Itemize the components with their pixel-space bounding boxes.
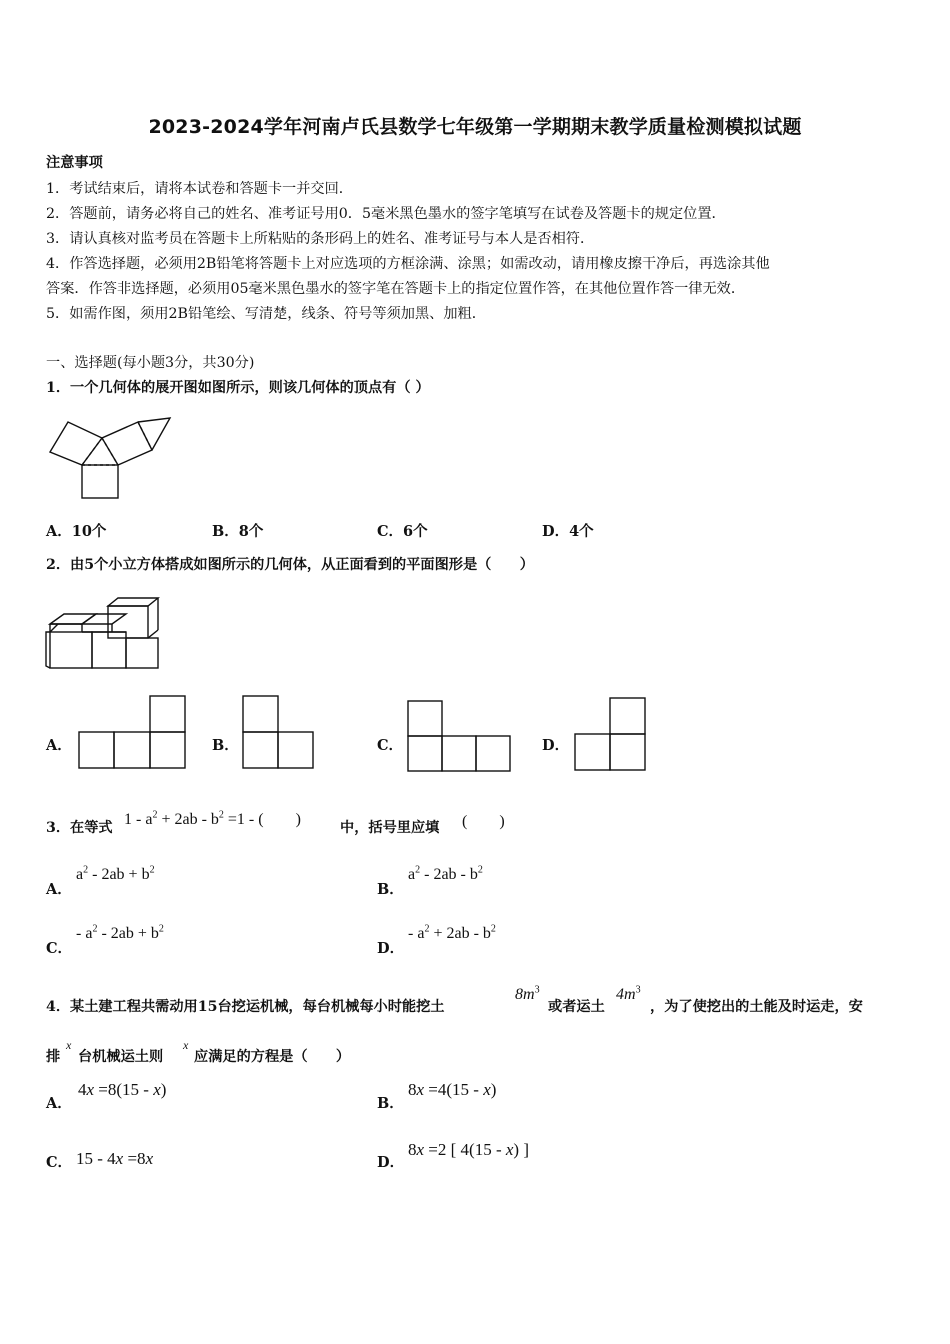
q4-option-d: D． <box>377 1154 405 1171</box>
q4-variable-x: x <box>183 1038 189 1052</box>
note-item: 2．答题前，请务必将自己的姓名、准考证号用0．5毫米黑色墨水的签字笔填写在试卷及答题卡的规定位置． <box>46 206 726 222</box>
q3-option-b: B． <box>377 881 404 898</box>
q3-option-a: A． <box>46 881 72 898</box>
q1-option-c: C．6个 <box>377 523 428 540</box>
q2-option-b-figure <box>242 695 318 771</box>
q3-option-b-expr: $a^2 - 2ab - b^2$ <box>408 864 483 883</box>
note-item: 答案．作答非选择题，必须用05毫米黑色墨水的签字笔在答题卡上的指定位置作答，在其他位置作答一律无效． <box>46 281 746 297</box>
question-3-stem-end: 中，括号里应填 <box>340 820 440 836</box>
question-3-stem-start: 3．在等式 <box>46 820 113 836</box>
q3-option-d: D． <box>377 940 405 957</box>
question-4-stem-part1: 4．某土建工程共需动用15台挖运机械，每台机械每小时能挖土 <box>46 999 445 1015</box>
q4-unit-8m3: $8m^3$ <box>515 984 540 1003</box>
q3-option-c-expr: - $a^2 - 2ab + b^2$ <box>76 923 164 942</box>
note-item: 5．如需作图，须用2B铅笔绘、写清楚，线条、符号等须加黑、加粗． <box>46 306 486 322</box>
cubes-figure <box>46 594 166 674</box>
q3-answer-paren: ( ) <box>462 813 505 830</box>
q2-option-c-figure <box>407 700 517 776</box>
question-4-stem-part6: 应满足的方程是（ ） <box>194 1049 351 1065</box>
note-item: 3．请认真核对监考员在答题卡上所粘贴的条形码上的姓名、准考证号与本人是否相符． <box>46 231 595 247</box>
question-2-stem: 2．由5个小立方体搭成如图所示的几何体，从正面看到的平面图形是（ ） <box>46 557 534 573</box>
page-title: 2023-2024学年河南卢氏县数学七年级第一学期期末教学质量检测模拟试题 <box>148 116 802 138</box>
q4-option-b-expr: 8x =4(15 - x) <box>408 1080 497 1099</box>
q4-variable-x: x <box>66 1038 72 1052</box>
q4-option-d-expr: 8x =2 [ 4(15 - x) ] <box>408 1140 529 1159</box>
question-4-stem-part2: 或者运土 <box>548 999 605 1015</box>
q2-option-d-figure <box>574 697 650 773</box>
q4-unit-4m3: $4m^3$ <box>616 984 641 1003</box>
q3-option-d-expr: - $a^2 + 2ab - b^2$ <box>408 923 496 942</box>
q2-option-a: A． <box>46 737 72 754</box>
q3-option-c: C． <box>46 940 73 957</box>
q4-option-a: A． <box>46 1095 72 1112</box>
section-heading: 一、选择题(每小题3分，共30分) <box>46 355 255 371</box>
q3-equation: $1 - a^2 + 2ab - b^2 =1$ - ( ) <box>124 809 301 828</box>
note-item: 1．考试结束后，请将本试卷和答题卡一并交回． <box>46 181 353 197</box>
notes-heading: 注意事项 <box>46 155 103 171</box>
q2-option-b: B． <box>212 737 239 754</box>
q1-option-b: B．8个 <box>212 523 264 540</box>
q2-option-c: C． <box>377 737 404 754</box>
q4-option-b: B． <box>377 1095 404 1112</box>
q1-option-d: D．4个 <box>542 523 594 540</box>
q3-option-a-expr: $a^2 - 2ab + b^2$ <box>76 864 155 883</box>
question-4-stem-part4: 排 <box>46 1049 61 1065</box>
net-figure <box>40 410 190 510</box>
q4-option-a-expr: 4x =8(15 - x) <box>78 1080 167 1099</box>
q1-option-a: A．10个 <box>46 523 107 540</box>
note-item: 4．作答选择题，必须用2B铅笔将答题卡上对应选项的方框涂满、涂黑；如需改动，请用橡皮擦干净后，再选涂其他 <box>46 256 770 272</box>
q2-option-a-figure <box>78 695 188 771</box>
q4-option-c-expr: 15 - 4x =8x <box>76 1149 154 1168</box>
question-1-stem: 1．一个几何体的展开图如图所示，则该几何体的顶点有（ ） <box>46 380 430 396</box>
q4-option-c: C． <box>46 1154 73 1171</box>
question-4-stem-part5: 台机械运土则 <box>78 1049 164 1065</box>
q2-option-d: D． <box>542 737 570 754</box>
question-4-stem-part3: ，为了使挖出的土能及时运走，安 <box>650 999 863 1015</box>
